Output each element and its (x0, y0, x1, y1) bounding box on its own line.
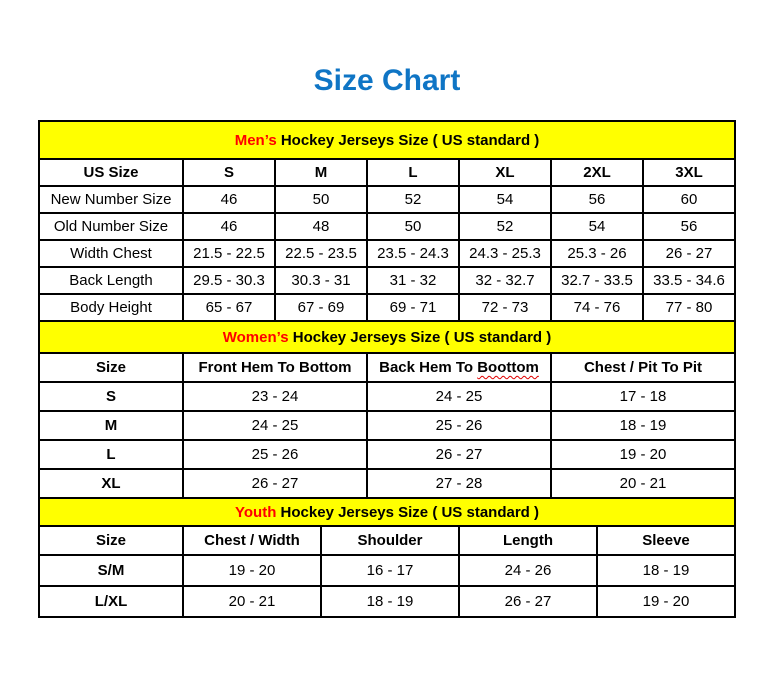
column-header: Chest / Width (183, 526, 321, 555)
size-value: 24.3 - 25.3 (459, 240, 551, 267)
size-value: 48 (275, 213, 367, 240)
size-value: 25.3 - 26 (551, 240, 643, 267)
youth-size-table (38, 497, 736, 618)
column-header-misspelled (367, 353, 551, 382)
size-value: 54 (551, 213, 643, 240)
size-value: 26 - 27 (367, 440, 551, 469)
womens-title-rest: Hockey Jerseys Size ( US standard ) (288, 328, 552, 346)
youth-title-rest: Hockey Jerseys Size ( US standard ) (276, 503, 539, 521)
column-header: Front Hem To Bottom (183, 353, 367, 382)
row-label: M (39, 411, 183, 440)
size-value: 19 - 20 (551, 440, 735, 469)
table-row (39, 186, 735, 213)
table-row (39, 469, 735, 498)
womens-header-row (39, 353, 735, 382)
table-row (39, 586, 735, 617)
size-value: 74 - 76 (551, 294, 643, 321)
size-value: 67 - 69 (275, 294, 367, 321)
size-value: 24 - 26 (459, 555, 597, 586)
size-value: 27 - 28 (367, 469, 551, 498)
size-value: 24 - 25 (367, 382, 551, 411)
column-header: Length (459, 526, 597, 555)
row-label: Body Height (39, 294, 183, 321)
table-row (39, 411, 735, 440)
column-header: XL (459, 159, 551, 186)
size-value: 46 (183, 213, 275, 240)
size-value: 60 (643, 186, 735, 213)
size-value: 29.5 - 30.3 (183, 267, 275, 294)
size-value: 20 - 21 (183, 586, 321, 617)
youth-header-row (39, 526, 735, 555)
size-value: 69 - 71 (367, 294, 459, 321)
row-label: Old Number Size (39, 213, 183, 240)
size-value: 20 - 21 (551, 469, 735, 498)
size-value: 25 - 26 (367, 411, 551, 440)
youth-band-row (39, 498, 735, 526)
size-value: 23 - 24 (183, 382, 367, 411)
size-value: 56 (551, 186, 643, 213)
row-label: New Number Size (39, 186, 183, 213)
size-value: 32 - 32.7 (459, 267, 551, 294)
size-value: 19 - 20 (183, 555, 321, 586)
size-value: 50 (275, 186, 367, 213)
mens-band-row (39, 121, 735, 159)
mens-header-row (39, 159, 735, 186)
column-header: Shoulder (321, 526, 459, 555)
row-label: S/M (39, 555, 183, 586)
size-value: 18 - 19 (551, 411, 735, 440)
page-content (38, 0, 736, 618)
size-value: 18 - 19 (597, 555, 735, 586)
size-value: 31 - 32 (367, 267, 459, 294)
mens-size-table (38, 120, 736, 322)
size-value: 17 - 18 (551, 382, 735, 411)
size-value: 21.5 - 22.5 (183, 240, 275, 267)
size-value: 18 - 19 (321, 586, 459, 617)
size-value: 52 (459, 213, 551, 240)
column-header: Size (39, 353, 183, 382)
row-label: L (39, 440, 183, 469)
size-value: 16 - 17 (321, 555, 459, 586)
row-label: L/XL (39, 586, 183, 617)
size-value: 19 - 20 (597, 586, 735, 617)
table-row (39, 240, 735, 267)
size-value: 26 - 27 (459, 586, 597, 617)
table-row (39, 555, 735, 586)
mens-table-title (39, 121, 735, 159)
table-row (39, 382, 735, 411)
page-title: Size Chart (313, 64, 461, 97)
column-header: Size (39, 526, 183, 555)
spellcheck-underlined-word: Boottom (477, 359, 539, 376)
row-label: Back Length (39, 267, 183, 294)
table-row (39, 213, 735, 240)
table-row (39, 440, 735, 469)
row-label: S (39, 382, 183, 411)
column-header: 2XL (551, 159, 643, 186)
youth-table-title (39, 498, 735, 526)
size-value: 33.5 - 34.6 (643, 267, 735, 294)
mens-title-highlight: Men’s (234, 131, 277, 149)
size-value: 50 (367, 213, 459, 240)
row-label: XL (39, 469, 183, 498)
column-header: US Size (39, 159, 183, 186)
womens-title-highlight: Women’s (222, 328, 289, 346)
size-value: 77 - 80 (643, 294, 735, 321)
table-row (39, 267, 735, 294)
womens-size-table (38, 320, 736, 499)
size-value: 24 - 25 (183, 411, 367, 440)
table-row (39, 294, 735, 321)
size-value: 72 - 73 (459, 294, 551, 321)
column-header: M (275, 159, 367, 186)
size-value: 25 - 26 (183, 440, 367, 469)
column-header: 3XL (643, 159, 735, 186)
size-value: 65 - 67 (183, 294, 275, 321)
size-value: 52 (367, 186, 459, 213)
womens-band-row (39, 321, 735, 353)
size-value: 56 (643, 213, 735, 240)
size-value: 46 (183, 186, 275, 213)
header-text: Back Hem To (379, 359, 478, 376)
column-header: S (183, 159, 275, 186)
size-value: 26 - 27 (183, 469, 367, 498)
womens-table-title (39, 321, 735, 353)
row-label: Width Chest (39, 240, 183, 267)
column-header: L (367, 159, 459, 186)
size-value: 30.3 - 31 (275, 267, 367, 294)
size-value: 26 - 27 (643, 240, 735, 267)
size-value: 22.5 - 23.5 (275, 240, 367, 267)
size-value: 32.7 - 33.5 (551, 267, 643, 294)
size-value: 23.5 - 24.3 (367, 240, 459, 267)
youth-title-highlight: Youth (235, 503, 277, 521)
mens-title-rest: Hockey Jerseys Size ( US standard ) (276, 131, 540, 149)
column-header: Sleeve (597, 526, 735, 555)
column-header: Chest / Pit To Pit (551, 353, 735, 382)
size-value: 54 (459, 186, 551, 213)
